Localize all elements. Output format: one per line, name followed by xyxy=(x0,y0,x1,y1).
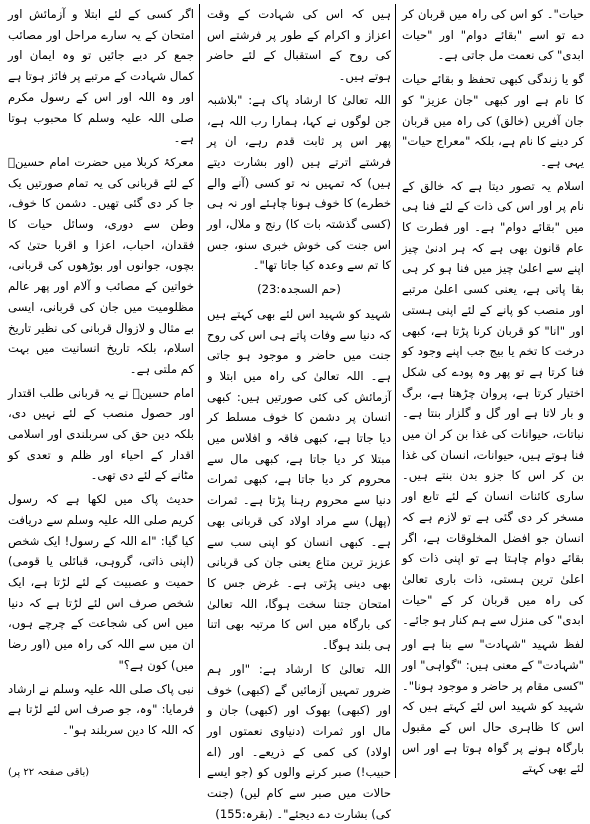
paragraph: لفظ شہید "شہادت" سے بنا ہے اور "شہادت" کے معنی ہیں: "گواہی" اور "کسی مقام پر حاضر و موجود ہونا"۔ شہید کو شہید اس لئے کہتے ہیں کہ اس کا ظاہری حال اس کے مقبول بارگاہ ہونے پر گواہ ہوتا ہے اور اس لئے بھی کہتے xyxy=(402,637,584,776)
paragraph: حیات"۔ کو اس کی راہ میں قربان کر دے تو اسے "بقائے دوام" اور "حیات ابدی" کی نعمت مل جاتی ہے۔ xyxy=(402,7,584,63)
column-left xyxy=(8,4,194,780)
paragraph: نبی پاک صلی اللہ علیہ وسلم نے ارشاد فرمایا: "وہ، جو صرف اس لئے لڑتا ہے کہ اللہ کا دین سربلند ہو"۔ xyxy=(8,681,194,737)
column-divider xyxy=(199,4,200,778)
quote-paragraph: اللہ تعالیٰ کا ارشاد پاک ہے: "بلاشبہ جن لوگوں نے کہا، ہمارا رب اللہ ہے، پھر اس پر ثابت قدم رہے، ان پر فرشتے اترتے ہیں (اور بشارت دیتے ہیں) کہ تمہیں نہ تو کسی (آنے والے خطرے) کا خوف ہونا چاہئے اور نہ ہی (کسی گذشتہ بات کا) رنج و ملال، اور اس جنت کی خوش خبری سنو، جس کا تم سے وعدہ کیا جاتا تھا"۔ xyxy=(207,92,391,273)
column-divider xyxy=(395,4,396,778)
column-middle xyxy=(207,4,391,821)
paragraph: اسلام یہ تصور دیتا ہے کہ خالق کے نام پر اور اس کی ذات کے لئے فنا ہی میں "بقائے دوام" ہے۔ اور فطرت کا عام قانون بھی ہے کہ ہر ادنیٰ چیز اپنے سے اعلیٰ چیز میں فنا ہو کر ہی بقا پاتی ہے، یعنی کسی اعلیٰ مرتبے اور منصب کو پانے کے لئے اپنی ہستی اور "انا" کو قربان کرنا پڑتا ہے، کبھی درخت کا تخم یا بیج جب اپنے وجود کو فنا کرتا ہے تو پھر وہ پودے کی شکل اختیار کرتا ہے، پروان چڑھتا ہے، برگ و بار لاتا ہے اور گل و گلزار بنتا ہے۔ نباتات، حیوانات کی غذا بن کر ان میں فنا ہوتے ہیں، حیوانات، انسان کی غذا بن کر اس کا جزو بدن بنتے ہیں۔ ساری کائنات انسان کے لئے تابع اور مسخر کر دی گئی ہے تو لازم ہے کہ انسان جو افضل المخلوقات ہے، اگر بقائے دوام چاہتا ہے تو اپنی ذات کو اعلیٰ ترین ہستی، ذات باری تعالیٰ کی راہ میں قربان کر کے "حیات ابدی" کی منزل سے ہم کنار ہو جائے۔ xyxy=(402,178,584,628)
paragraph: اگر کسی کے لئے ابتلا و آزمائش اور امتحان کے یہ سارے مراحل اور مصائب جمع کر دیے جائیں تو وہ ایمان اور کمال شہادت کے مرتبے پر فائز ہوتا ہے اور وہ اللہ اور اس کے رسول مکرم صلی اللہ علیہ وسلم کا محبوب ہوتا ہے۔ xyxy=(8,7,194,146)
hadith-paragraph: حدیث پاک میں لکھا ہے کہ رسول کریم صلی اللہ علیہ وسلم سے دریافت کیا گیا: "اے اللہ کے رسول! ایک شخص (اپنی ذاتی، گروہی، قبائلی یا قومی) حمیت و عصبیت کے لئے لڑتا ہے، ایک شخص صرف اس لئے لڑتا ہے کہ دنیا میں اس کی شجاعت کے چرچے ہوں، ان میں سے اللہ کی راہ میں (اور رضا میں) کون ہے؟" xyxy=(8,492,194,672)
column-right xyxy=(402,4,584,780)
paragraph: شہید کو شہید اس لئے بھی کہتے ہیں کہ دنیا سے وفات پاتے ہی اس کی روح جنت میں حاضر و موجود ہو جاتی ہے۔ اللہ تعالیٰ کی راہ میں ابتلا و آزمائش کی کئی صورتیں ہیں: کبھی انسان پر دشمن کا خوف مسلط کر دیا جاتا ہے، کبھی فاقہ و افلاس میں مبتلا کر دیا جاتا ہے، کبھی مال سے محروم کر دیا جاتا ہے، کبھی ثمرات دنیا سے محروم رہنا پڑتا ہے۔ ثمرات (پھل) سے مراد اولاد کی قربانی بھی ہے۔ کبھی انسان کو اپنی سب سے عزیز ترین متاع یعنی جان کی قربانی بھی دینی پڑتی ہے۔ غرض جس کا امتحان جتنا سخت ہوگا، اللہ تعالیٰ کی بارگاہ میں اس کا مرتبہ بھی اتنا ہی بلند ہوگا۔ xyxy=(207,306,391,653)
paragraph: گو یا زندگی کبھی تحفظ و بقائے حیات کا نام ہے اور کبھی "جان عزیز" کو جان آفریں (خالق) کی راہ میں قربان کر دینے کا نام ہے، بلکہ "معراج حیات" یہی ہے۔ xyxy=(402,72,584,169)
paragraph: معرکۂ کربلا میں حضرت امام حسینؓ کے لئے قربانی کی یہ تمام صورتیں یک جا کر دی گئی تھیں۔ دشمن کا خوف، وطن سے دوری، وسائل حیات کا فقدان، احباب، اعزا و اقربا حتیٰ کہ بچوں، جوانوں اور بوڑھوں کی قربانی، خواتین کے مصائب و آلام اور پھر عالم مظلومیت میں جان کی قربانی، ایسی بے مثال و لازوال قربانی کی نظیر تاریخ اسلام، بلکہ تاریخ انسانیت میں بہت کم ملتی ہے۔ xyxy=(8,154,194,376)
continued-note: (باقی صفحہ ۲۲ پر) xyxy=(8,767,90,778)
paragraph: امام حسینؓ نے یہ قربانی طلب اقتدار اور حصول منصب کے لئے نہیں دی، بلکہ دین حق کی سربلندی اور اسلامی اقدار کے احیاء اور ظلم و تعدی کو مٹانے کے لئے دی تھی۔ xyxy=(8,385,194,483)
paragraph: ہیں کہ اس کی شہادت کے وقت اعزاز و اکرام کے طور پر فرشتے اس کی روح کے استقبال کے لئے حاضر ہوتے ہیں۔ xyxy=(207,7,391,84)
verse-reference: (حم السجدہ:23) xyxy=(257,282,341,297)
quote-paragraph: اللہ تعالیٰ کا ارشاد ہے: "اور ہم ضرور تمہیں آزمائیں گے (کبھی) خوف اور (کبھی) بھوک اور (کبھی) جان و مال اور ثمرات (دنیاوی نعمتوں اور اولاد) کی کمی کے ذریعے۔ اور (اے حبیب!) صبر کرنے والوں کو (جو ایسے حالات میں صبر سے کام لیں) (جنت کی) بشارت دے دیجئے"۔ (بقرہ:155) xyxy=(207,661,391,821)
